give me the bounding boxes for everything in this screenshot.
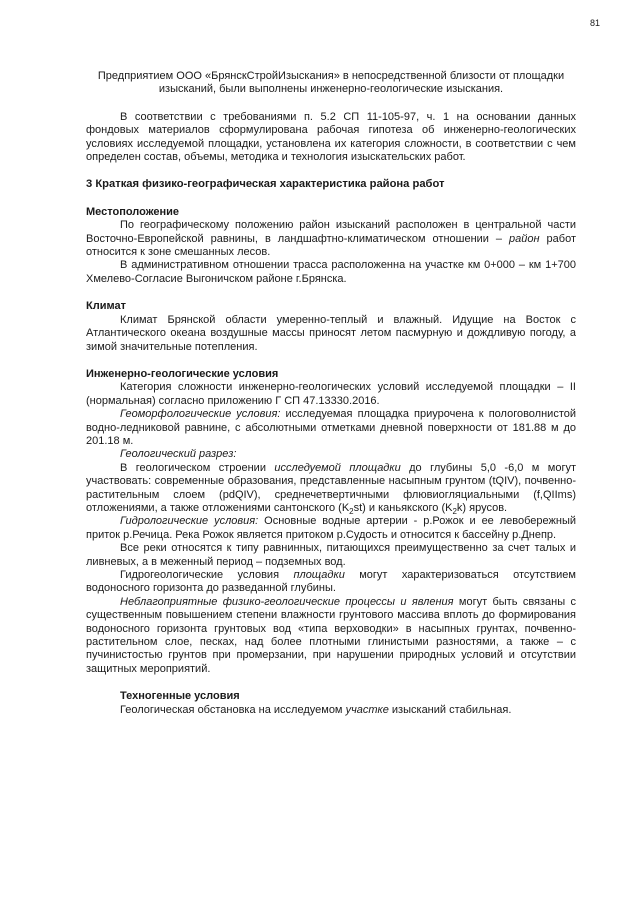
location-paragraph-2: В административном отношении трасса расположенна на участке км 0+000 – км 1+700 Хмелево-Согласие Выгоничском районе г.Брянска.: [86, 259, 576, 285]
geology-paragraph-4: В геологическом строении исследуемой площадки до глубины 5,0 -6,0 м могут участвовать: современные образования, представленные насыпным грунтом (tQIV), почвенно-растительным слоем (pdQIV), среднечетвертичными флювиогляциальными (f,QIIms) отложениями, а также отложениями сантонского $(K_2st)$ и каньякского $(K_2k)$ ярусов.: [86, 461, 576, 517]
geology-paragraph-5: Гидрологические условия: Основные водные артерии - р.Рожок и ее левобережный приток р.Речица. Река Рожок является притоком р.Судость и относится к бассейну р.Днепр.: [86, 515, 576, 541]
geology-paragraph-6: Все реки относятся к типу равнинных, питающихся преимущественно за счет талых и ливневых, а в меженный период – подземных вод.: [86, 542, 576, 568]
technogenic-title: Техногенные условия: [120, 690, 240, 703]
climate-section: [86, 300, 576, 354]
geology-paragraph-8: Неблагоприятные физико-геологические процессы и явления могут быть связаны с существенным повышением степени влажности грунтового массива вплоть до формирования водоносного горизонта грунтовых вод «типа верховодки» в насыпных грунтах, почвенно-растительном слое, песках, над более плотными глинистыми разностями, а также – с пучинистостью грунтов при промерзании, при нарушении природных условий и отсутствии защитных мероприятий.: [86, 595, 577, 675]
location-section: [86, 206, 576, 286]
geology-paragraph-7: Гидрогеологические условия площадки могут характеризоваться отсутствием водоносного горизонта до разведанной глубины.: [86, 569, 576, 595]
section-heading: 3 Краткая физико-географическая характеристика района работ: [86, 178, 445, 191]
geology-section: [86, 368, 576, 676]
intro-paragraph-2: В соответствии с требованиями п. 5.2 СП 11-105-97, ч. 1 на основании данных фондовых материалов сформулирована рабочая гипотеза об инженерно-геологических условиях исследуемой площадки, установлена их категория сложности, в соответствии с чем определен состав, объемы, методика и технология изыскательских работ.: [86, 110, 576, 164]
intro-paragraph-1: Предприятием ООО «БрянскСтройИзыскания» в непосредственной близости от площадки изысканий, были выполнены инженерно-геологические изыскания.: [97, 70, 565, 96]
location-paragraph-1: По географическому положению район изысканий расположен в центральной части Восточно-Европейской равнины, в ландшафтно-климатическом отношении – район работ относится к зоне смешанных лесов.: [86, 219, 576, 259]
geology-paragraph-2: Геоморфологические условия: исследуемая площадка приурочена к пологоволнистой водно-ледниковой равнине, с абсолютными отметками дневной поверхности от 181.88 м до 201.18 м.: [86, 408, 576, 447]
technogenic-paragraph: Геологическая обстановка на исследуемом участке изысканий стабильная.: [120, 703, 512, 716]
geology-paragraph-3: Геологический разрез:: [120, 448, 237, 461]
geology-paragraph-1: Категория сложности инженерно-геологических условий исследуемой площадки – II (нормальная) согласно приложению Г СП 47.13330.2016.: [86, 381, 576, 407]
page-number: 81: [589, 18, 600, 28]
geology-title: Инженерно-геологические условия: [86, 367, 279, 380]
location-title: Местоположение: [86, 205, 180, 218]
climate-paragraph: Климат Брянской области умеренно-теплый и влажный. Идущие на Восток с Атлантического океана воздушные массы приносят летом пасмурную и дождливую погоду, а зимой значительные потепления.: [86, 313, 576, 353]
climate-title: Климат: [86, 300, 126, 313]
document-body: [86, 70, 576, 731]
technogenic-section: [86, 690, 576, 717]
